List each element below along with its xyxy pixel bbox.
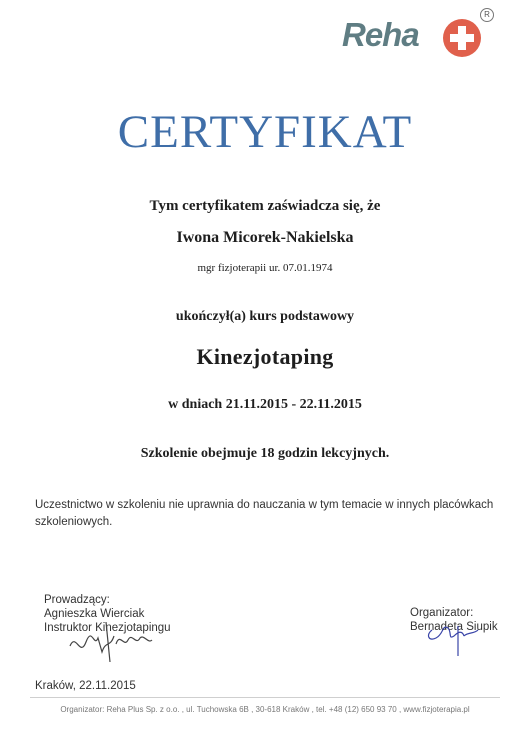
certificate-title: CERTYFIKAT (117, 106, 413, 158)
participant-name: Iwona Micorek-Nakielska (176, 229, 354, 246)
instructor-name: Agnieszka Wierciak (44, 608, 145, 620)
plus-icon (442, 18, 482, 58)
course-hours: Szkolenie obejmuje 18 godzin lekcyjnych. (140, 446, 390, 461)
footer-divider (30, 697, 500, 698)
instructor-role-label: Prowadzący: (44, 594, 110, 606)
completed-text: ukończył(a) kurs podstawowy (175, 309, 355, 324)
organizer-name: Bernadeta Siupik (410, 621, 498, 633)
course-name: Kinezjotaping (196, 344, 334, 369)
footer-organizer-info: Organizator: Reha Plus Sp. z o.o. , ul. Tuchowska 6B , 30-618 Kraków , tel. +48 (12) 650 93 70 , www.fizjoterapia.pl (60, 705, 470, 714)
instructor-title: Instruktor Kinezjotapingu (44, 622, 171, 634)
instructor-signature-scribble (66, 618, 156, 664)
course-dates: w dniach 21.11.2015 - 22.11.2015 (168, 397, 362, 412)
intro-text: Tym certyfikatem zaświadcza się, że (149, 198, 381, 214)
registered-mark-icon: R (480, 8, 494, 22)
reha-plus-logo (338, 6, 498, 62)
participation-note: Uczestnictwo w szkoleniu nie uprawnia do nauczania w tym temacie w innych placówkach szkoleniowych. (35, 499, 494, 528)
organizer-role-label: Organizator: (410, 607, 474, 619)
organizer-signature-scribble (418, 610, 488, 658)
participant-details: mgr fizjoterapii ur. 07.01.1974 (197, 262, 333, 274)
place-and-date: Kraków, 22.11.2015 (35, 680, 136, 692)
logo-wordmark: Reha (342, 16, 419, 53)
